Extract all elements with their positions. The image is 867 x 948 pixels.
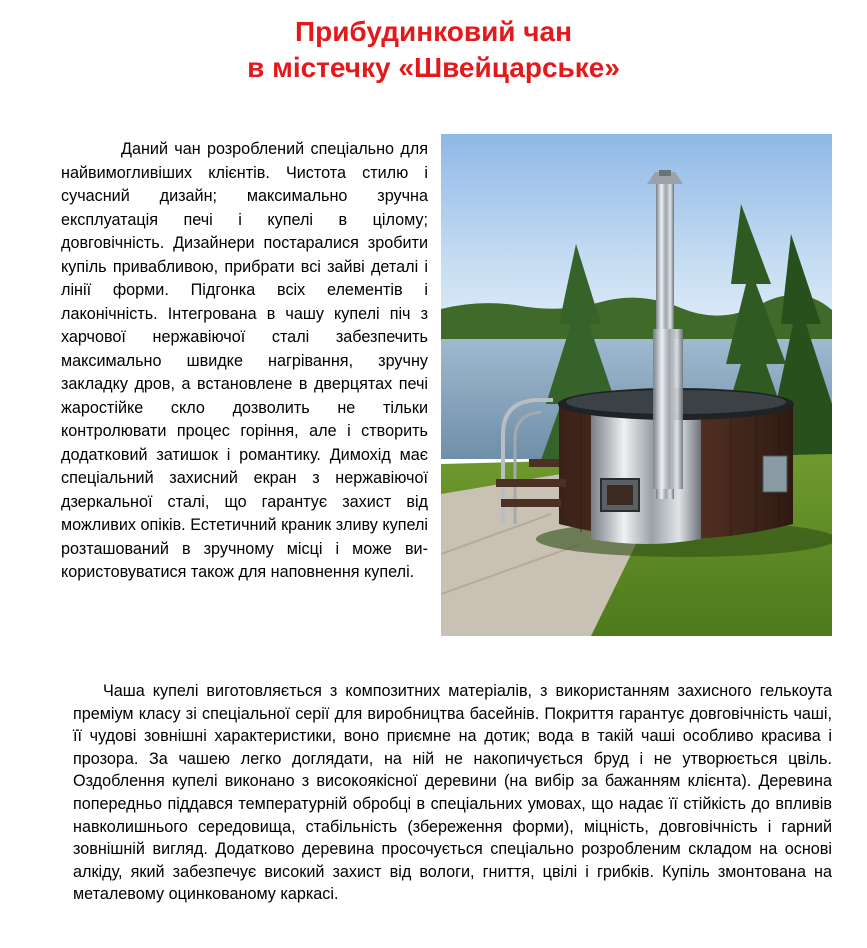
description-paragraph: Чаша купелі виготовляється з композитних матеріалів, з використанням захисного гелькоута преміум класу зі спеціальної серії для виробництва басейнів. Покриття гарантує довговічність чаші, її чудові зовнішні характеристики, воно приємне на дотик; вода в такій чаші особливо красива і прозора. За чашею легко доглядати, на ній не накопичується бруд і не утворюється цвіль. Оздоблення купелі виконано з високоякісної деревини (на вибір за бажанням клієнта). Деревина попередньо піддався температурній обробці в спеціальних умовах, що надає її стійкість до впливів навколишнього середовища, стабільність (збереження форми), міцність, довговічність і гарний зовнішній вигляд. Додатково деревина просочується спеціально розробленим складом на основі алкіду, який забезпечує високий захист від вологи, гниття, цвілі і грибків. Купіль змонтована на металевому оцинкованому каркасі. [73,682,832,904]
description-text-block [73,680,832,906]
page-title [0,14,867,86]
hot-tub-photo [441,134,832,636]
title-line-1: Прибудинковий чан [294,16,573,47]
title-line-2: в містечку «Швейцарське» [247,52,620,83]
intro-paragraph: Даний чан розроблений спеціально для найвимогливіших клієнтів. Чистота стилю і сучасний дизайн; максимально зручна експлуатація печі і купелі в цілому; довговічність. Дизайнери постаралися зробити купіль привабливою, прибрати всі зайві деталі і лінії форми. Підгонка всіх елементів і лаконічність. Інтегрована в чашу купелі піч з харчової нержавіючої сталі забезпечить максимально швидке нагрівання, зручну закладку дров, а встановлене в дверцятах печі жаростійке скло дозволить не тільки контролювати процес горіння, але і створить додатковий затишок і романтику. Димохід має спеціальний захисний екран з нержавіючої дзеркальної сталі, що гарантує захист від можливих опіків. Естетичний краник зливу купелі розташований в зручному місці і може використовуватися також для наповнення купелі. [61,140,428,581]
intro-text-block [61,138,428,585]
